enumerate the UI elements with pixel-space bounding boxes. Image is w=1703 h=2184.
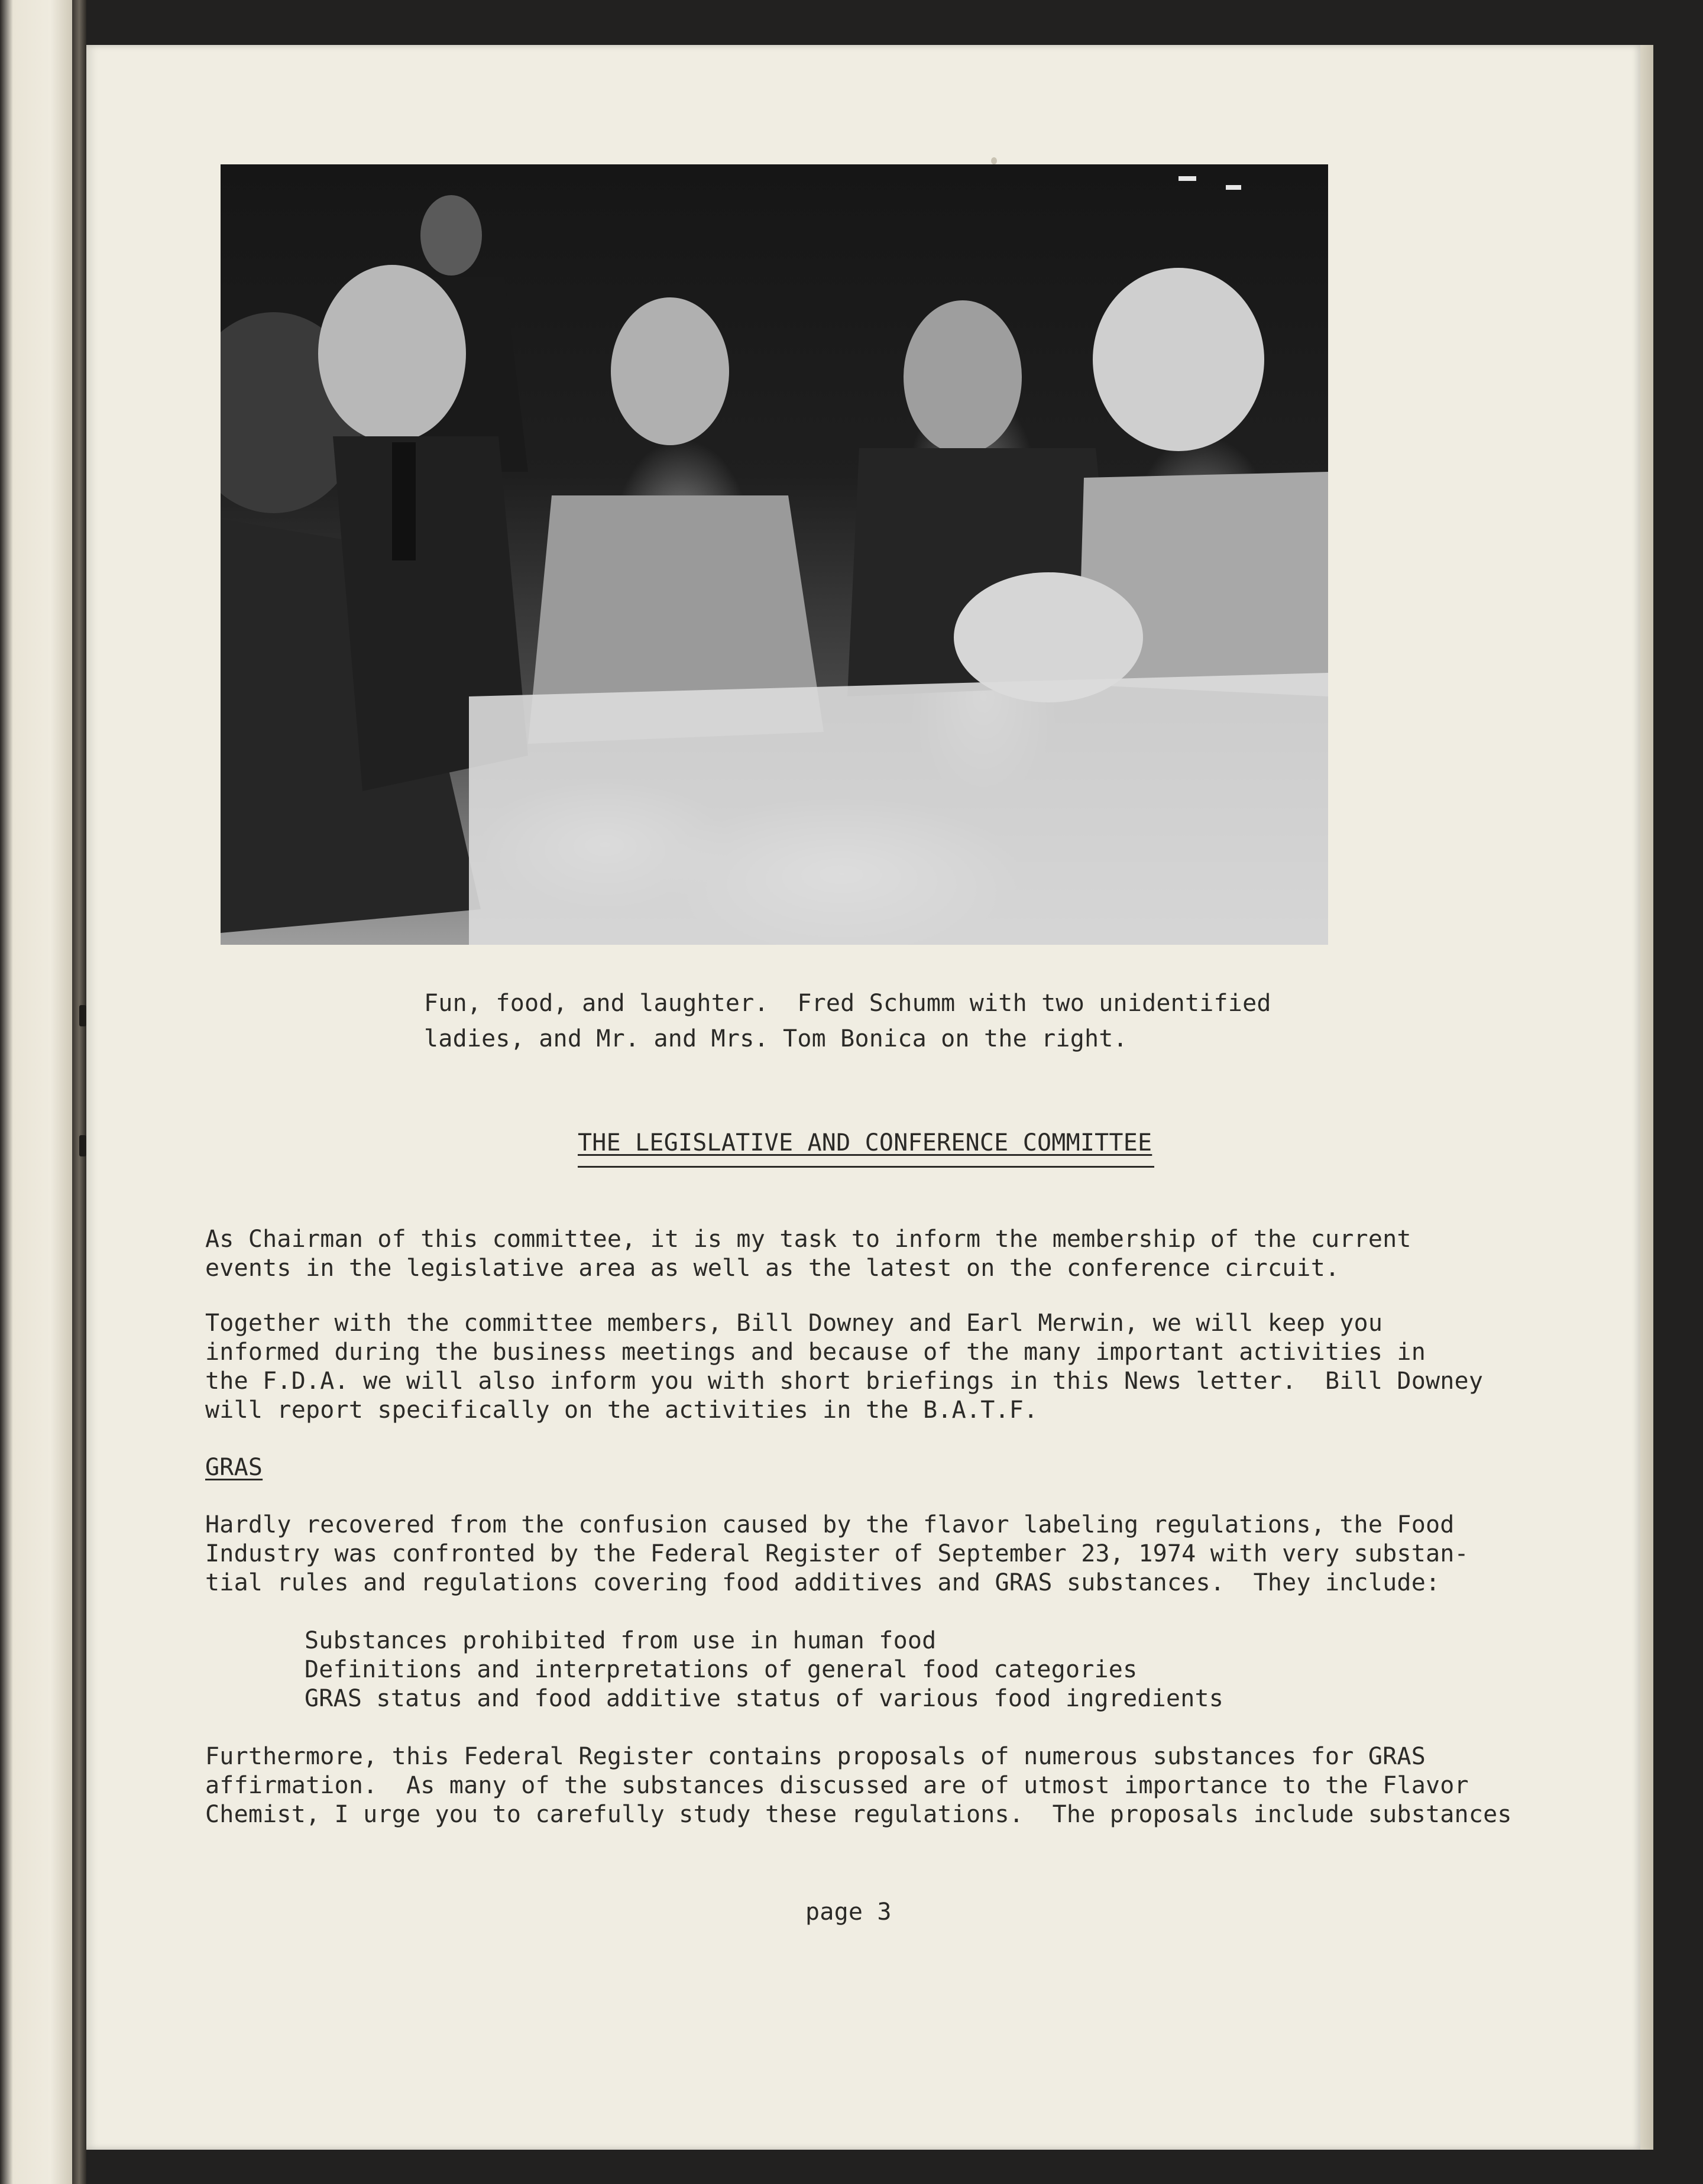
caption-line: Fun, food, and laughter. Fred Schumm with two unidentified <box>424 990 1271 1017</box>
caption-line: ladies, and Mr. and Mrs. Tom Bonica on the right. <box>424 1025 1128 1052</box>
binding-gutter <box>72 0 86 2184</box>
paragraph-line: Chemist, I urge you to carefully study these regulations. The proposals include substances <box>205 1801 1512 1828</box>
paragraph-line: will report specifically on the activities in the B.A.T.F. <box>205 1396 1038 1424</box>
right-page-edge <box>1640 45 1653 2150</box>
paragraph-line: As Chairman of this committee, it is my task to inform the membership of the current <box>205 1226 1411 1253</box>
tie <box>392 442 416 560</box>
fred-schumm-face <box>318 265 466 442</box>
paragraph <box>205 1742 1512 1829</box>
section-heading: THE LEGISLATIVE AND CONFERENCE COMMITTEE <box>578 1129 1152 1156</box>
paragraph-line: the F.D.A. we will also inform you with short briefings in this News letter. Bill Downey <box>205 1368 1484 1395</box>
included-items-list <box>305 1626 1223 1713</box>
paragraph-line: Hardly recovered from the confusion caused by the flavor labeling regulations, the Food <box>205 1511 1455 1538</box>
staple <box>79 1135 86 1156</box>
gras-subheading: GRAS <box>205 1454 263 1481</box>
paragraph-line: affirmation. As many of the substances discussed are of utmost importance to the Flavor <box>205 1772 1469 1799</box>
page-number: page 3 <box>805 1898 892 1926</box>
paragraph <box>205 1225 1411 1283</box>
paragraph-line: Furthermore, this Federal Register contains proposals of numerous substances for GRAS <box>205 1743 1426 1770</box>
paragraph-line: tial rules and regulations covering food additives and GRAS substances. They include: <box>205 1569 1440 1596</box>
paragraph-line: Together with the committee members, Bill Downey and Earl Merwin, we will keep you <box>205 1310 1383 1337</box>
ceiling-light <box>1178 176 1196 181</box>
ceiling-light <box>1226 185 1241 190</box>
paragraph-line: events in the legislative area as well as the latest on the conference circuit. <box>205 1255 1340 1282</box>
paragraph-line: informed during the business meetings and because of the many important activities in <box>205 1339 1426 1366</box>
left-page-edge <box>0 0 72 2184</box>
dining-table <box>469 673 1328 945</box>
standing-man-head <box>420 195 482 276</box>
photograph-figures <box>221 164 1328 945</box>
paragraph-line: Industry was confronted by the Federal Register of September 23, 1974 with very substan- <box>205 1540 1469 1567</box>
heading-double-underline <box>578 1166 1154 1168</box>
paragraph <box>205 1511 1469 1598</box>
staple <box>79 1005 86 1026</box>
dust-speck <box>991 157 997 164</box>
list-item: GRAS status and food additive status of various food ingredients <box>305 1685 1224 1712</box>
middle-woman-face <box>611 297 729 445</box>
banquet-photograph <box>221 164 1328 945</box>
mr-bonica-face <box>904 300 1022 454</box>
mrs-bonica-face <box>1093 268 1264 451</box>
list-item: Substances prohibited from use in human food <box>305 1627 937 1654</box>
photo-caption <box>424 986 1271 1057</box>
paragraph <box>205 1309 1483 1425</box>
list-item: Definitions and interpretations of general food categories <box>305 1656 1138 1683</box>
